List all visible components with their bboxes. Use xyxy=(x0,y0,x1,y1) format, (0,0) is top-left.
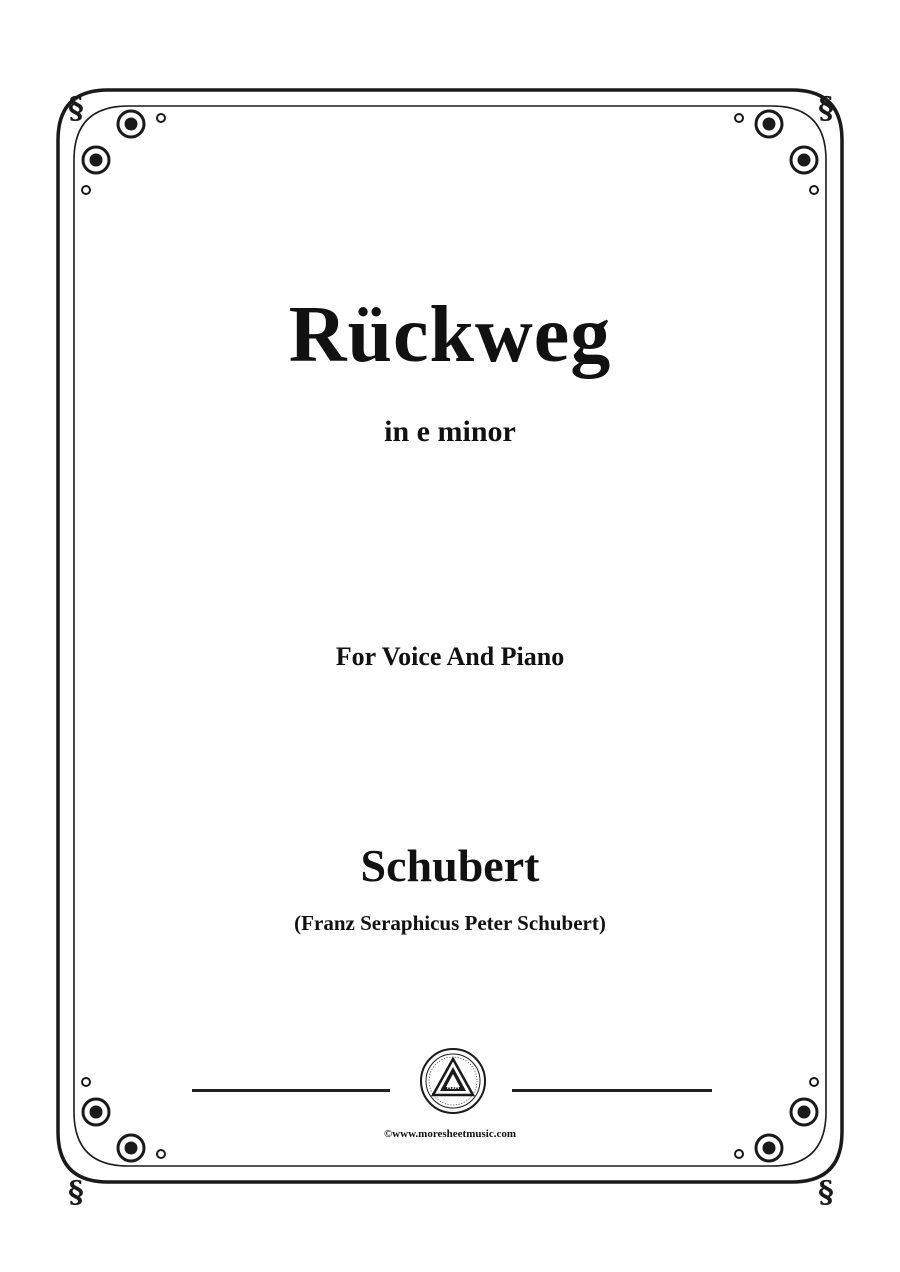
instrumentation: For Voice And Piano xyxy=(335,642,565,671)
divider-right xyxy=(512,1089,712,1092)
corner-ornament-top-left xyxy=(82,111,165,194)
svg-text:MSM: MSM xyxy=(446,1086,460,1091)
svg-text:§: § xyxy=(68,1175,84,1210)
svg-text:§: § xyxy=(68,91,84,126)
divider-left xyxy=(192,1089,390,1092)
corner-ornament-bottom-right xyxy=(735,1078,818,1161)
score-title: Rückweg xyxy=(288,291,612,379)
svg-text:§: § xyxy=(818,1175,834,1210)
publisher-seal-icon xyxy=(419,1047,487,1115)
key-signature: in e minor xyxy=(384,415,516,448)
composer-full-name: (Franz Seraphicus Peter Schubert) xyxy=(294,911,606,935)
composer-name: Schubert xyxy=(360,840,540,891)
copyright-notice[interactable]: ©www.moresheetmusic.com xyxy=(383,1128,517,1140)
svg-text:§: § xyxy=(818,91,834,126)
corner-ornament-bottom-left xyxy=(82,1078,165,1161)
corner-ornament-top-right xyxy=(735,111,818,194)
